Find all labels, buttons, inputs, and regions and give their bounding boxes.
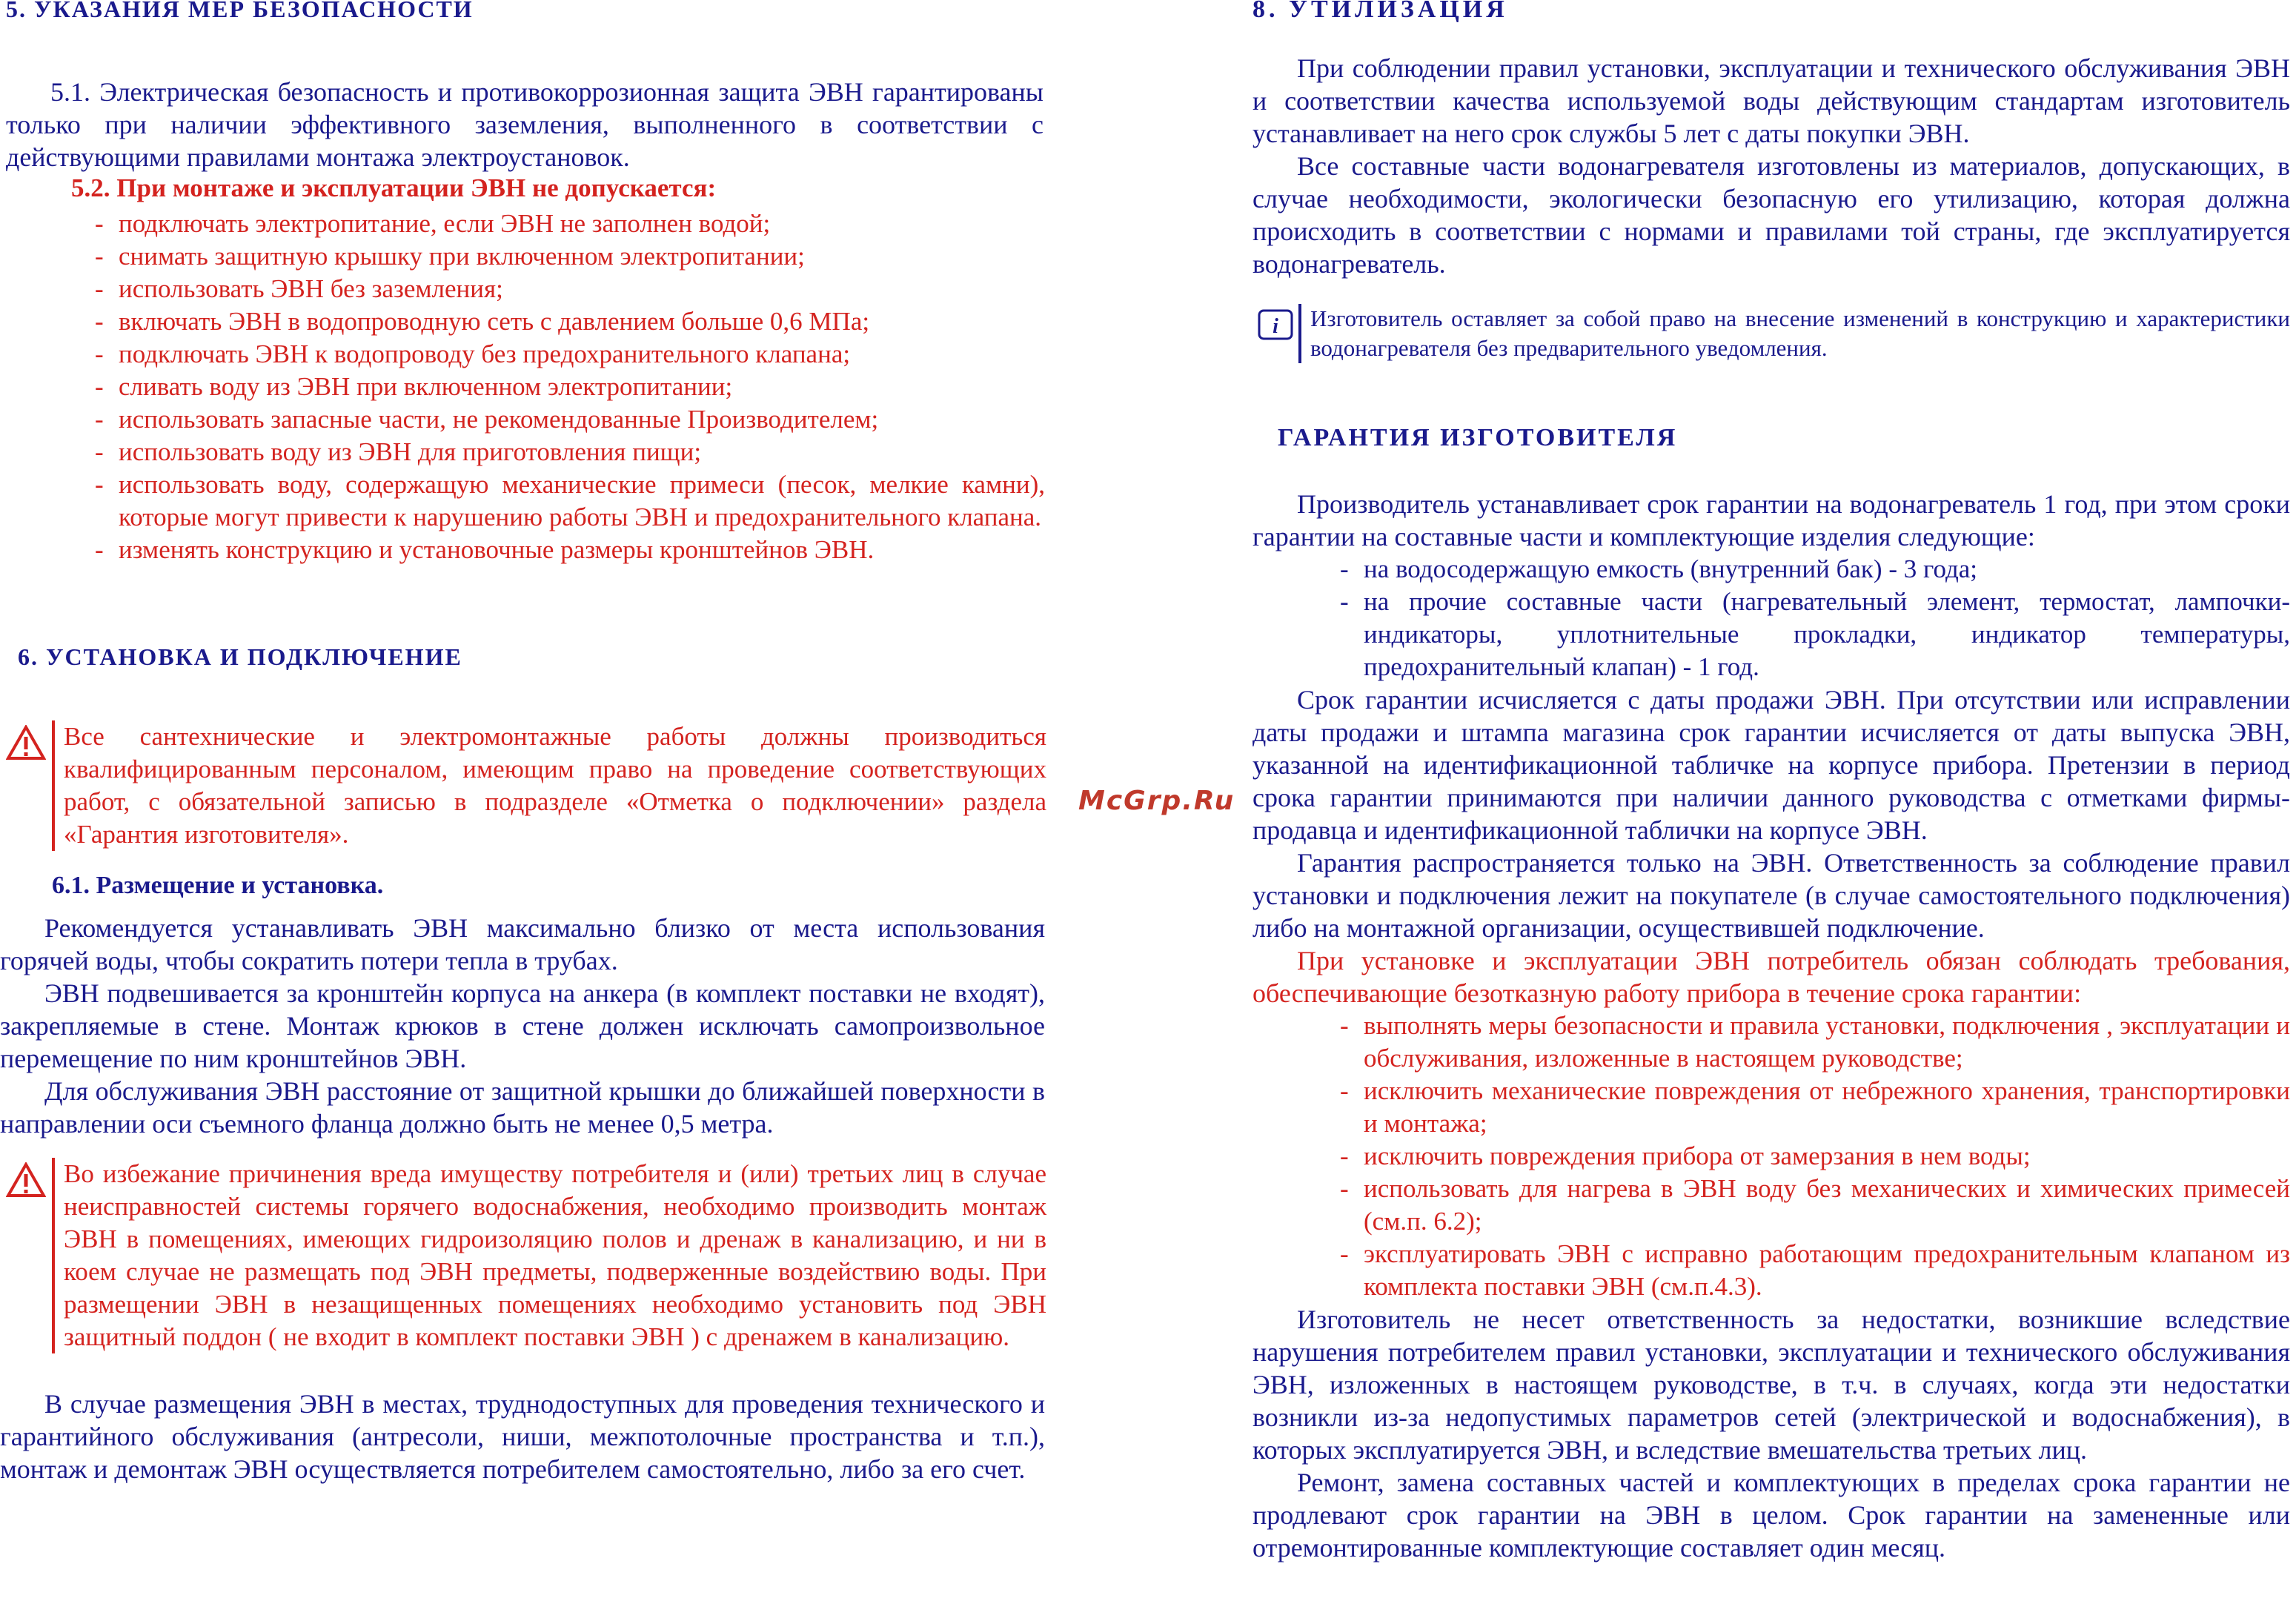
list-item: - эксплуатировать ЭВН с исправно работающим предохранительным клапаном из комплекта поставки ЭВН (см.п.4.3). <box>1340 1239 2290 1301</box>
list-item: - выполнять меры безопасности и правила установки, подключения , эксплуатации и обслуживания, изложенные в настоящем руководстве; <box>1340 1011 2290 1073</box>
list-item: - использовать ЭВН без заземления; <box>95 274 503 303</box>
section-8-body <box>1252 52 2290 280</box>
list-item: - использовать воду, содержащую механические примеси (песок, мелкие камни), которые могут привести к нарушению работы ЭВН и предохранительного клапана. <box>95 470 1045 531</box>
watermark-text: McGrp.Ru <box>1078 786 1235 816</box>
paragraph: Рекомендуется устанавливать ЭВН максимально близко от места использования горячей воды, чтобы сократить потери тепла в трубах. <box>0 913 1045 975</box>
list-item: - изменять конструкцию и установочные размеры кронштейнов ЭВН. <box>95 535 875 564</box>
paragraph: ЭВН подвешивается за кронштейн корпуса на анкера (в комплект поставки не входят), закрепляемые в стене. Монтаж крюков в стене должен исключать самопроизвольное перемещение по ним кронштейнов ЭВН. <box>0 978 1045 1073</box>
list-item: - на водосодержащую емкость (внутренний бак) - 3 года; <box>1340 554 1978 583</box>
paragraph: Ремонт, замена составных частей и комплектующих в пределах срока гарантии не продлевают срок гарантии на ЭВН в целом. Срок гарантии на замененные или отремонтированные комплектующие составляет один месяц. <box>1252 1468 2290 1562</box>
section-5-1-text: 5.1. Электрическая безопасность и противокоррозионная защита ЭВН гарантированы только при наличии эффективного заземления, выполненного в соответствии с действующими правилами монтажа электроустановок. <box>6 77 1044 172</box>
water-damage-warning-text: Во избежание причинения вреда имуществу потребителя и (или) третьих лиц в случае неисправностей системы горячего водоснабжения, необходимо производить монтаж ЭВН в помещениях, имеющих гидроизоляцию полов и дренаж в канализацию, и ни в коем случае не размещать под ЭВН предметы, подверженные воздействию воды. При размещении ЭВН в незащищенных помещениях необходимо установить под ЭВН защитный поддон ( не входит в комплект поставки ЭВН ) с дренажем в канализацию. <box>64 1159 1046 1351</box>
paragraph: Гарантия распространяется только на ЭВН. Ответственность за соблюдение правил установки и подключения лежит на покупателе (в случае самостоятельного подключения) либо на монтажной организации, осуществившей подключение. <box>1252 848 2290 943</box>
warranty-title: ГАРАНТИЯ ИЗГОТОВИТЕЛЯ <box>1278 424 1678 451</box>
list-item: - использовать запасные части, не рекомендованные Производителем; <box>95 405 879 434</box>
section-8-title: 8. УТИЛИЗАЦИЯ <box>1252 0 1508 23</box>
paragraph: Производитель устанавливает срок гарантии на водонагреватель 1 год, при этом сроки гарантии на составные части и комплектующие изделия следующие: <box>1252 489 2290 551</box>
consumer-obligations-list <box>1252 1010 2290 1303</box>
paragraph: В случае размещения ЭВН в местах, труднодоступных для проведения технического и гарантийного обслуживания (антресоли, ниши, межпотолочные пространства и т.п.), монтаж и демонтаж ЭВН осуществляется потребителем самостоятельно, либо за его счет. <box>0 1389 1045 1484</box>
svg-text:i: i <box>1273 315 1278 338</box>
paragraph: При соблюдении правил установки, эксплуатации и технического обслуживания ЭВН и соответствии качества используемой воды действующим стандартам изготовитель устанавливает на него срок службы 5 лет с даты покупки ЭВН. <box>1252 53 2290 148</box>
installation-warning-text: Все сантехнические и электромонтажные работы должны производиться квалифицированным персоналом, имеющим право на проведение соответствующих работ, с обязательной записью в подразделе «Отметка о подключении» раздела «Гарантия изготовителя». <box>64 722 1046 849</box>
paragraph: Изготовитель не несет ответственность за недостатки, возникшие вследствие нарушения потребителем правил установки, эксплуатации и технического обслуживания ЭВН, изложенных в настоящем руководстве, в т.ч. в случаях, когда эти недостатки возникли из-за недопустимых параметров сетей (электрической и водоснабжения), в которых эксплуатируется ЭВН, и вследствие вмешательства третьих лиц. <box>1252 1305 2290 1465</box>
info-note-text: Изготовитель оставляет за собой право на внесение изменений в конструкцию и характеристики водонагревателя без предварительного уведомления. <box>1310 305 2290 361</box>
installation-warning-note <box>0 720 1046 851</box>
section-6-1-body <box>0 912 1045 1140</box>
list-item: - использовать воду из ЭВН для приготовления пищи; <box>95 437 702 466</box>
warranty-terms-list <box>1252 553 2290 683</box>
paragraph: При установке и эксплуатации ЭВН потребитель обязан соблюдать требования, обеспечивающие безотказную работу прибора в течение срока гарантии: <box>1252 946 2290 1008</box>
info-icon <box>1252 304 1298 341</box>
list-item: - использовать для нагрева в ЭВН воду без механических и химических примесей (см.п. 6.2); <box>1340 1174 2290 1236</box>
warranty-body <box>1252 488 2290 1564</box>
list-item: - подключать электропитание, если ЭВН не заполнен водой; <box>95 209 771 238</box>
info-note <box>1252 304 2290 363</box>
list-item: - снимать защитную крышку при включенном электропитании; <box>95 242 805 271</box>
list-item: - подключать ЭВН к водопроводу без предохранительного клапана; <box>95 339 851 368</box>
list-item: - исключить механические повреждения от небрежного хранения, транспортировки и монтажа; <box>1340 1076 2290 1138</box>
list-item: - сливать воду из ЭВН при включенном электропитании; <box>95 372 733 401</box>
section-6-1-title: 6.1. Размещение и установка. <box>52 872 384 899</box>
list-item: - на прочие составные части (нагревательный элемент, термостат, лампочки-индикаторы, уплотнительные прокладки, индикатор температуры, предохранительный клапан) - 1 год. <box>1340 587 2290 681</box>
paragraph: Для обслуживания ЭВН расстояние от защитной крышки до ближайшей поверхности в направлении оси съемного фланца должно быть не менее 0,5 метра. <box>0 1076 1045 1139</box>
list-item: - исключить повреждения прибора от замерзания в нем воды; <box>1340 1141 2031 1170</box>
section-5-2-list <box>95 208 1045 566</box>
section-5-title: 5. УКАЗАНИЯ МЕР БЕЗОПАСНОСТИ <box>6 0 474 22</box>
paragraph: Срок гарантии исчисляется с даты продажи ЭВН. При отсутствии или исправлении даты продажи и штампа магазина срок гарантии исчисляется от даты выпуска ЭВН, указанной на идентификационной табличке на корпусе прибора. Претензии в период срока гарантии принимаются при наличии данного руководства с отметками фирмы-продавца и идентификационной таблички на корпусе ЭВН. <box>1252 685 2290 845</box>
list-item: - включать ЭВН в водопроводную сеть с давлением больше 0,6 МПа; <box>95 307 870 336</box>
section-6-title: 6. УСТАНОВКА И ПОДКЛЮЧЕНИЕ <box>18 643 462 670</box>
water-damage-warning-note <box>0 1158 1046 1353</box>
section-5-2-title: 5.2. При монтаже и эксплуатации ЭВН не допускается: <box>71 173 717 202</box>
warning-triangle-icon <box>0 1158 52 1198</box>
warning-triangle-icon <box>0 720 52 760</box>
paragraph: Все составные части водонагревателя изготовлены из материалов, допускающих, в случае необходимости, экологически безопасную его утилизацию, которая должна происходить в соответствии с нормами и правилами той страны, где эксплуатируется водонагреватель. <box>1252 151 2290 279</box>
